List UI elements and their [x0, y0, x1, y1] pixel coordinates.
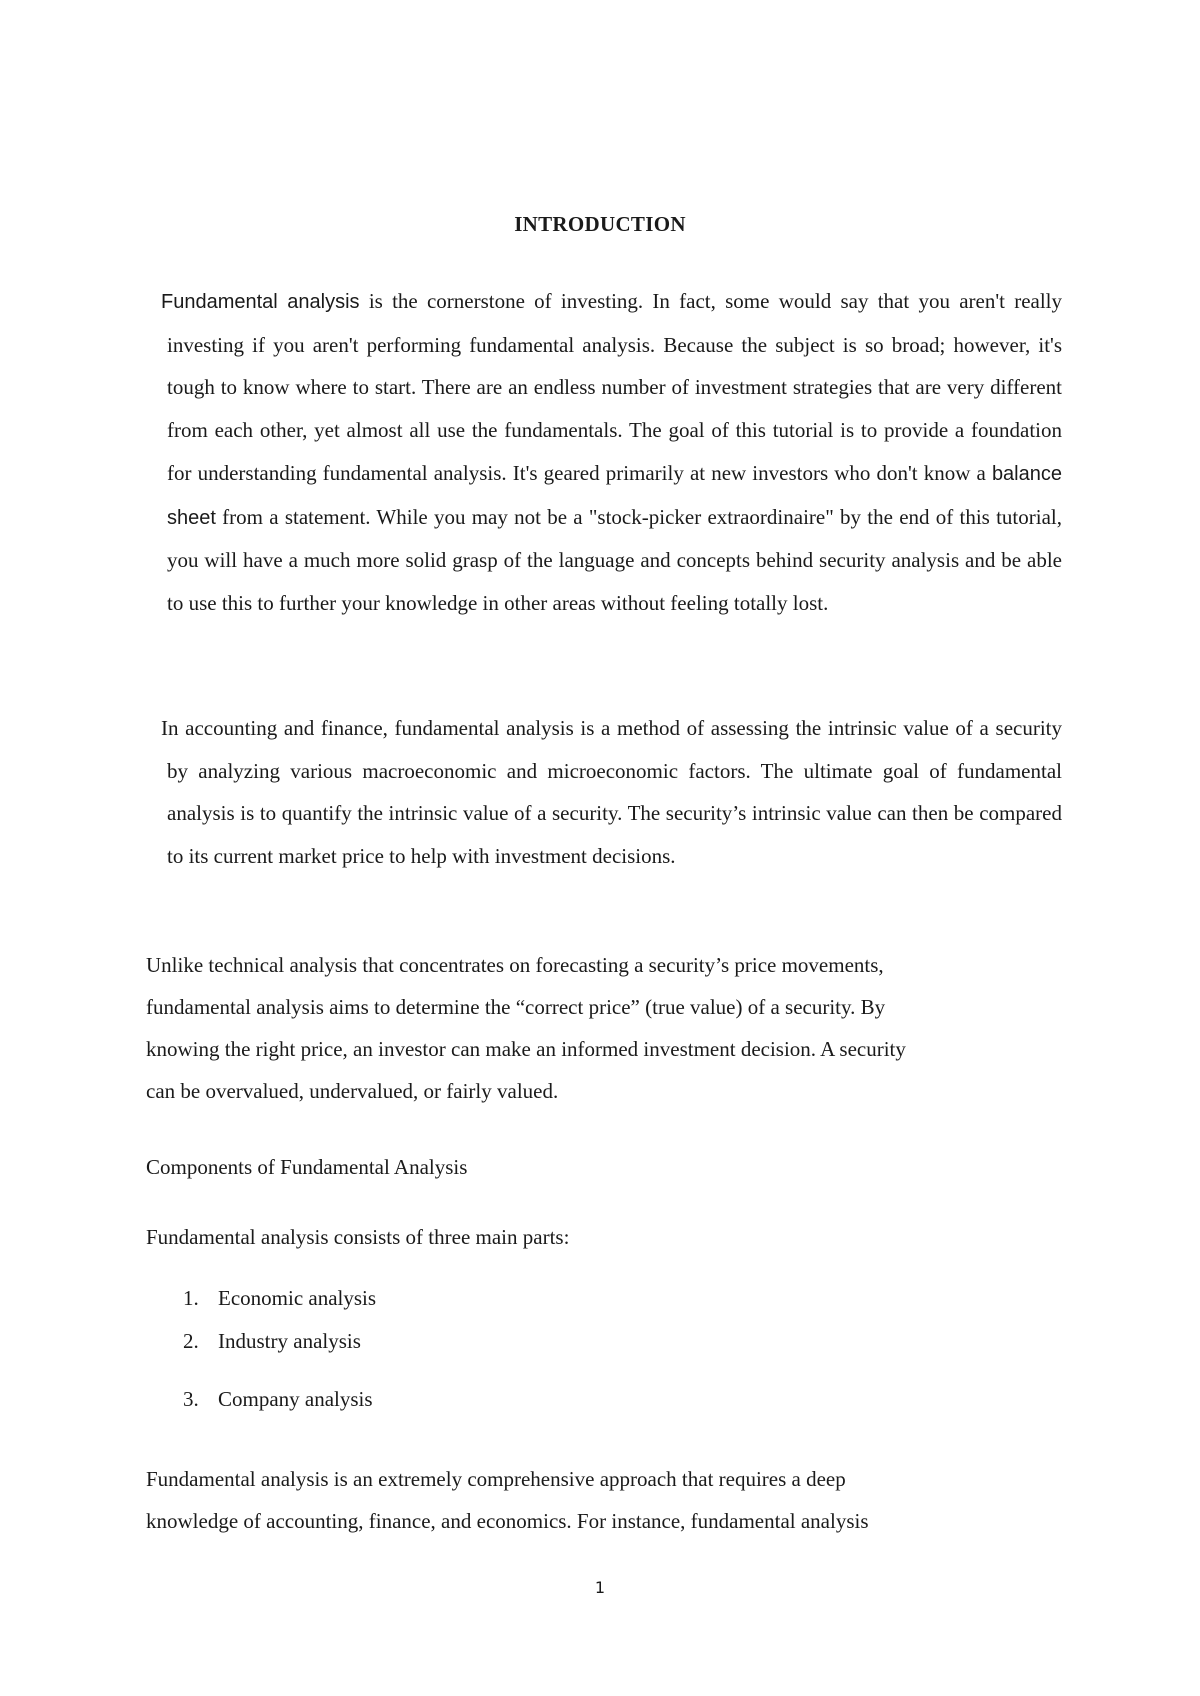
paragraph-line: knowing the right price, an investor can make an informed investment decision. A security: [146, 1037, 906, 1061]
list-label: Industry analysis: [218, 1329, 361, 1353]
intro-paragraph-1-text-b: from a statement. While you may not be a "stock-picker extraordinaire" by the end of this tutorial, you will have a much more solid grasp of the language and concepts behind security analysis and be able to use this to further your knowledge in other areas without feeling totally lost.: [167, 504, 1062, 615]
section-heading: Components of Fundamental Analysis: [146, 1155, 468, 1179]
list-item: [146, 1387, 373, 1412]
comprehensive-approach-paragraph: [146, 1458, 1076, 1542]
list-label: Company analysis: [218, 1387, 373, 1411]
technical-vs-fundamental-paragraph: [146, 944, 1076, 1112]
paragraph-line: fundamental analysis aims to determine the “correct price” (true value) of a security. By: [146, 995, 886, 1019]
paragraph-line: can be overvalued, undervalued, or fairly valued.: [146, 1079, 559, 1103]
page-title: INTRODUCTION: [514, 212, 686, 236]
list-item: [146, 1329, 361, 1354]
bold-term-balance-sheet: balance sheet: [167, 462, 1062, 529]
intro-paragraph-2: In accounting and finance, fundamental analysis is a method of assessing the intrinsic value of a security by analyzing various macroeconomic and microeconomic factors. The ultimate goal of fundamental analysis is to quantify the intrinsic value of a security. The security’s intrinsic value can then be compared to its current market price to help with investment decisions.: [161, 716, 1062, 869]
list-number: 1.: [183, 1286, 199, 1310]
paragraph-line: Fundamental analysis is an extremely comprehensive approach that requires a deep: [146, 1467, 846, 1491]
list-item: [146, 1286, 376, 1311]
list-number: 3.: [183, 1387, 199, 1411]
list-intro: Fundamental analysis consists of three main parts:: [146, 1225, 570, 1249]
intro-paragraph-1: [161, 280, 1062, 625]
list-number: 2.: [183, 1329, 199, 1353]
intro-paragraph-1-text-a: is the cornerstone of investing. In fact, some would say that you aren't really investing if you aren't performing fundamental analysis. Because the subject is so broad; however, it's tough to know where to start. There are an endless number of investment strategies that are very different from each other, yet almost all use the fundamentals. The goal of this tutorial is to provide a foundation for understanding fundamental analysis. It's geared primarily at new investors who don't know a: [167, 289, 1062, 485]
bold-term-fundamental-analysis: Fundamental analysis: [161, 291, 360, 313]
paragraph-line: Unlike technical analysis that concentrates on forecasting a security’s price movements,: [146, 953, 884, 977]
list-label: Economic analysis: [218, 1286, 377, 1310]
page-number: 1: [594, 1578, 606, 1597]
paragraph-line: knowledge of accounting, finance, and economics. For instance, fundamental analysis: [146, 1509, 869, 1533]
